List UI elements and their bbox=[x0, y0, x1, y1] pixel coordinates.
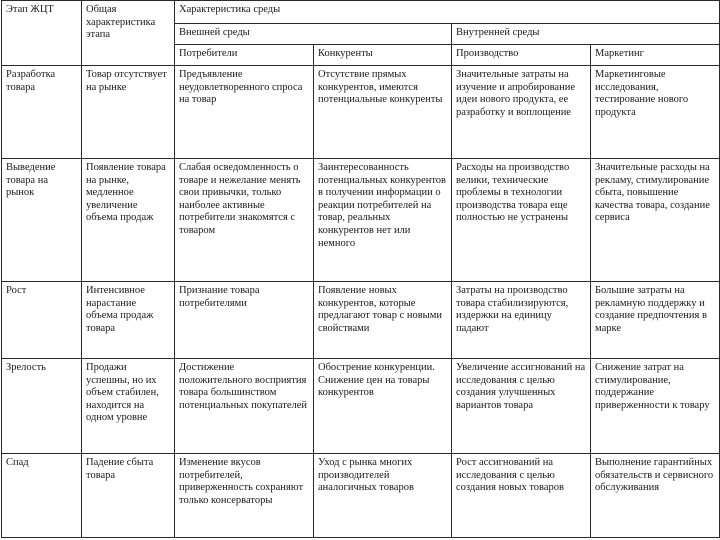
cell-production: Рост ассигнований на исследования с целью создания новых товаров bbox=[452, 454, 591, 538]
cell-marketing: Маркетинговые исследования, тестирование нового продукта bbox=[591, 66, 720, 159]
cell-competitors: Обострение конкуренции. Снижение цен на товары конкурентов bbox=[314, 359, 452, 454]
header-stage: Этап ЖЦТ bbox=[2, 1, 82, 66]
header-row-1 bbox=[2, 1, 720, 24]
header-competitors: Конкуренты bbox=[314, 45, 452, 66]
cell-production: Затраты на производство товара стабилизируются, издержки на единицу падают bbox=[452, 282, 591, 359]
cell-general: Продажи успешны, но их объем стабилен, находится на одном уровне bbox=[82, 359, 175, 454]
cell-general: Товар отсутствует на рынке bbox=[82, 66, 175, 159]
cell-competitors: Заинтересованность потенциальных конкурентов в получении информации о реакции потребителей на товар, реальных конкурентов нет или немного bbox=[314, 159, 452, 282]
cell-stage: Выведение товара на рынок bbox=[2, 159, 82, 282]
cell-consumers: Изменение вкусов потребителей, приверженность сохраняют только консерваторы bbox=[175, 454, 314, 538]
table-row bbox=[2, 282, 720, 359]
cell-marketing: Выполнение гарантийных обязательств и сервисного обслуживания bbox=[591, 454, 720, 538]
cell-competitors: Уход с рынка многих производителей аналогичных товаров bbox=[314, 454, 452, 538]
cell-general: Интенсивное нарастание объема продаж товара bbox=[82, 282, 175, 359]
header-environment: Характеристика среды bbox=[175, 1, 720, 24]
cell-competitors: Появление новых конкурентов, которые предлагают товар с новыми свойствами bbox=[314, 282, 452, 359]
cell-competitors: Отсутствие прямых конкурентов, имеются потенциальные конкуренты bbox=[314, 66, 452, 159]
cell-consumers: Слабая осведомленность о товаре и нежелание менять свои привычки, только наиболее активные потребители знакомятся с товаром bbox=[175, 159, 314, 282]
lifecycle-table bbox=[1, 0, 720, 538]
cell-production: Увеличение ассигнований на исследования с целью создания улучшенных вариантов товара bbox=[452, 359, 591, 454]
header-production: Производство bbox=[452, 45, 591, 66]
cell-consumers: Предъявление неудовлетворенного спроса на товар bbox=[175, 66, 314, 159]
table-row bbox=[2, 66, 720, 159]
cell-marketing: Значительные расходы на рекламу, стимулирование сбыта, повышение качества товара, создание сервиса bbox=[591, 159, 720, 282]
header-general: Общая характеристика этапа bbox=[82, 1, 175, 66]
cell-stage: Зрелость bbox=[2, 359, 82, 454]
header-consumers: Потребители bbox=[175, 45, 314, 66]
cell-general: Появление товара на рынке, медленное увеличение объема продаж bbox=[82, 159, 175, 282]
cell-stage: Спад bbox=[2, 454, 82, 538]
cell-consumers: Признание товара потребителями bbox=[175, 282, 314, 359]
table-row bbox=[2, 454, 720, 538]
cell-consumers: Достижение положительного восприятия товара большинством потенциальных покупателей bbox=[175, 359, 314, 454]
cell-stage: Рост bbox=[2, 282, 82, 359]
header-external: Внешней среды bbox=[175, 24, 452, 45]
table-row bbox=[2, 359, 720, 454]
cell-marketing: Большие затраты на рекламную поддержку и создание предпочтения в марке bbox=[591, 282, 720, 359]
cell-marketing: Снижение затрат на стимулирование, поддержание приверженности к товару bbox=[591, 359, 720, 454]
cell-general: Падение сбыта товара bbox=[82, 454, 175, 538]
table-row bbox=[2, 159, 720, 282]
cell-production: Значительные затраты на изучение и апробирование идеи нового продукта, ее разработку и воплощение bbox=[452, 66, 591, 159]
cell-production: Расходы на производство велики, технические проблемы в технологии производства товара еще полностью не устранены bbox=[452, 159, 591, 282]
header-internal: Внутренней среды bbox=[452, 24, 720, 45]
cell-stage: Разработка товара bbox=[2, 66, 82, 159]
header-marketing: Маркетинг bbox=[591, 45, 720, 66]
